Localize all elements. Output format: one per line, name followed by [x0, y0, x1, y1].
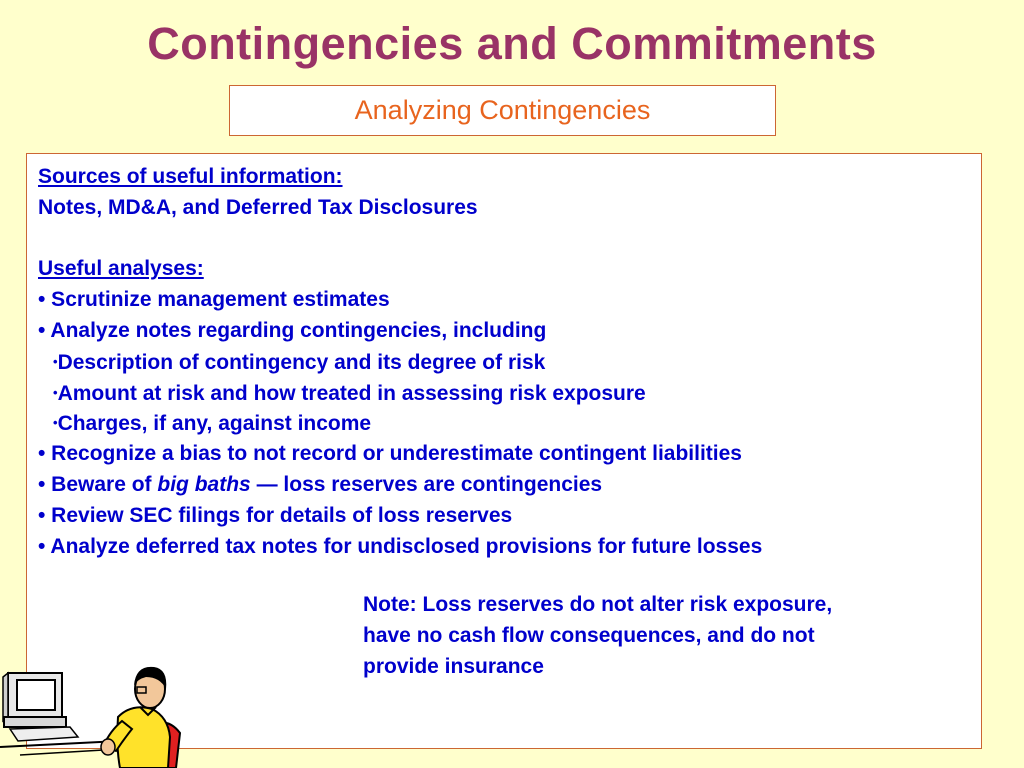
bullet-item: • Analyze notes regarding contingencies, including	[38, 318, 547, 342]
sub-bullet-text: Description of contingency and its degree of risk	[57, 350, 546, 374]
note-text	[363, 590, 963, 682]
note-line: provide insurance	[363, 654, 544, 678]
sources-text: Notes, MD&A, and Deferred Tax Disclosures	[38, 195, 478, 219]
bullet-text: • Beware of	[38, 472, 158, 496]
man-at-computer-icon	[0, 655, 200, 768]
note-line: Note: Loss reserves do not alter risk exposure,	[363, 593, 833, 616]
slide-subtitle: Analyzing Contingencies	[354, 95, 651, 125]
bullet-item: • Analyze deferred tax notes for undisclosed provisions for future losses	[38, 534, 763, 558]
emphasis-text: big baths	[157, 472, 251, 496]
slide-title: Contingencies and Commitments	[147, 18, 877, 69]
bullet-item: • Review SEC filings for details of loss reserves	[38, 503, 513, 527]
sub-bullet-text: Amount at risk and how treated in assessing risk exposure	[57, 381, 646, 405]
bullet-item: • Scrutinize management estimates	[38, 288, 390, 312]
sub-bullet-item	[38, 347, 968, 378]
bullet-item: • Recognize a bias to not record or underestimate contingent liabilities	[38, 442, 742, 466]
sources-heading: Sources of useful information:	[38, 165, 343, 188]
sub-bullet-item	[38, 378, 968, 409]
sub-bullet-item	[38, 408, 968, 439]
note-line: have no cash flow consequences, and do not	[363, 623, 815, 647]
sub-bullet-icon: •	[53, 353, 58, 369]
subtitle-box	[229, 85, 776, 136]
bullet-item	[38, 470, 968, 501]
bullet-text: — loss reserves are contingencies	[250, 472, 603, 496]
blank-line	[38, 224, 968, 255]
content-text	[38, 162, 968, 562]
sub-bullet-icon: •	[53, 384, 58, 400]
sub-bullet-text: Charges, if any, against income	[57, 412, 372, 436]
analyses-heading: Useful analyses:	[38, 257, 204, 281]
sub-bullet-icon: •	[53, 415, 58, 431]
